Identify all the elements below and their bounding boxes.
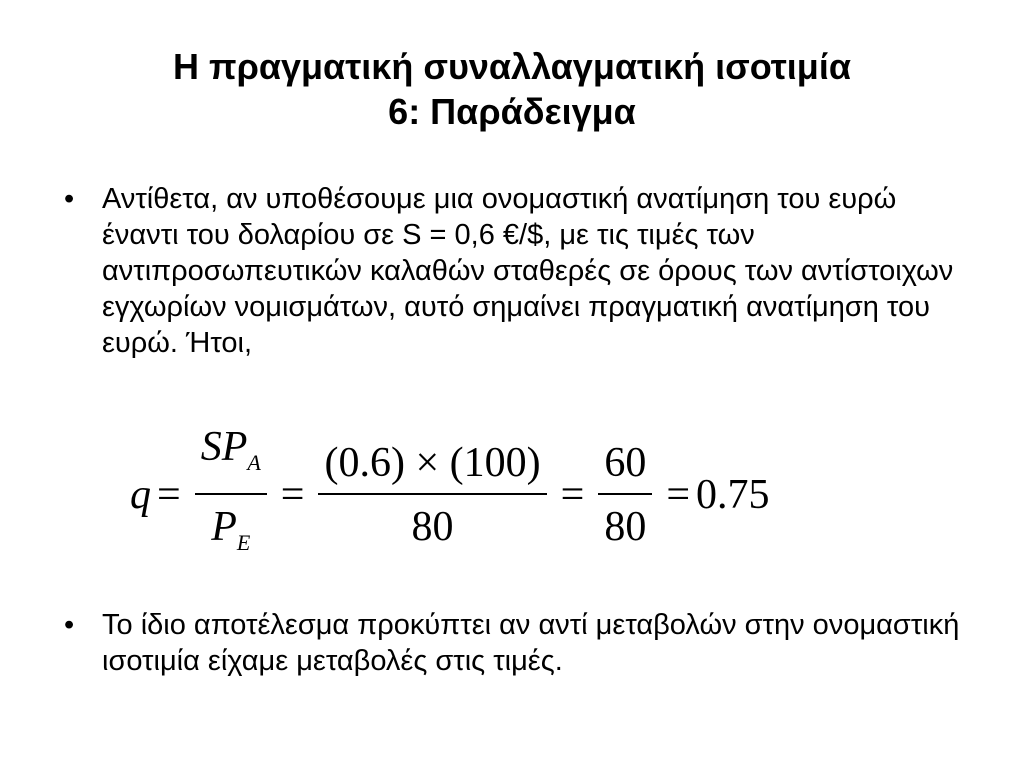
bullet-marker: • bbox=[64, 183, 75, 215]
fraction-denominator bbox=[205, 503, 256, 567]
fraction-denominator: 80 bbox=[411, 504, 454, 550]
fraction-numerator: (0.6) × (100) bbox=[324, 440, 541, 486]
fraction-numeric bbox=[318, 439, 546, 551]
fraction-sp-over-p bbox=[195, 423, 267, 567]
equals-sign: = bbox=[280, 472, 305, 518]
fraction-denominator: 80 bbox=[604, 504, 647, 550]
real-exchange-rate-equation bbox=[130, 425, 890, 565]
denominator-subscript: E bbox=[236, 530, 251, 555]
slide-title-line-2: 6: Παράδειγμα bbox=[388, 91, 636, 132]
equation-lhs: q bbox=[130, 472, 151, 518]
bullet-marker: • bbox=[64, 609, 75, 641]
bullet-text: Το ίδιο αποτέλεσμα προκύπτει αν αντί μεταβολών στην ονομαστική ισοτιμία είχαμε μεταβολές στις τιμές. bbox=[102, 609, 960, 677]
equals-sign: = bbox=[560, 472, 585, 518]
fraction-bar bbox=[195, 493, 267, 495]
equation-row bbox=[130, 425, 770, 565]
fraction-numerator bbox=[195, 423, 267, 487]
slide-title-line-1: Η πραγματική συναλλαγματική ισοτιμία bbox=[173, 46, 851, 87]
numerator-main: SP bbox=[200, 424, 248, 470]
bullet-item-1 bbox=[64, 181, 964, 361]
fraction-bar bbox=[598, 493, 652, 495]
equals-sign: = bbox=[666, 472, 690, 518]
denominator-main: P bbox=[211, 504, 237, 550]
bullet-text: Αντίθετα, αν υποθέσουμε μια ονομαστική ανατίμηση του ευρώ έναντι του δολαρίου σε S = 0,6 €/$, με τις τιμές των αντιπροσωπευτικών καλαθών σταθερές σε όρους των αντίστοιχων εγχωρίων νομισμάτων, αυτό σημαίνει πραγματική ανατίμηση του ευρώ. Ήτοι, bbox=[102, 183, 954, 359]
fraction-bar bbox=[318, 493, 546, 495]
bullet-item-2 bbox=[64, 607, 964, 679]
fraction-numerator: 60 bbox=[604, 440, 647, 486]
fraction-simplified bbox=[598, 439, 652, 551]
equation-result: 0.75 bbox=[696, 472, 770, 518]
equals-sign: = bbox=[157, 472, 181, 518]
slide-title bbox=[40, 44, 984, 134]
numerator-subscript: A bbox=[247, 450, 261, 475]
